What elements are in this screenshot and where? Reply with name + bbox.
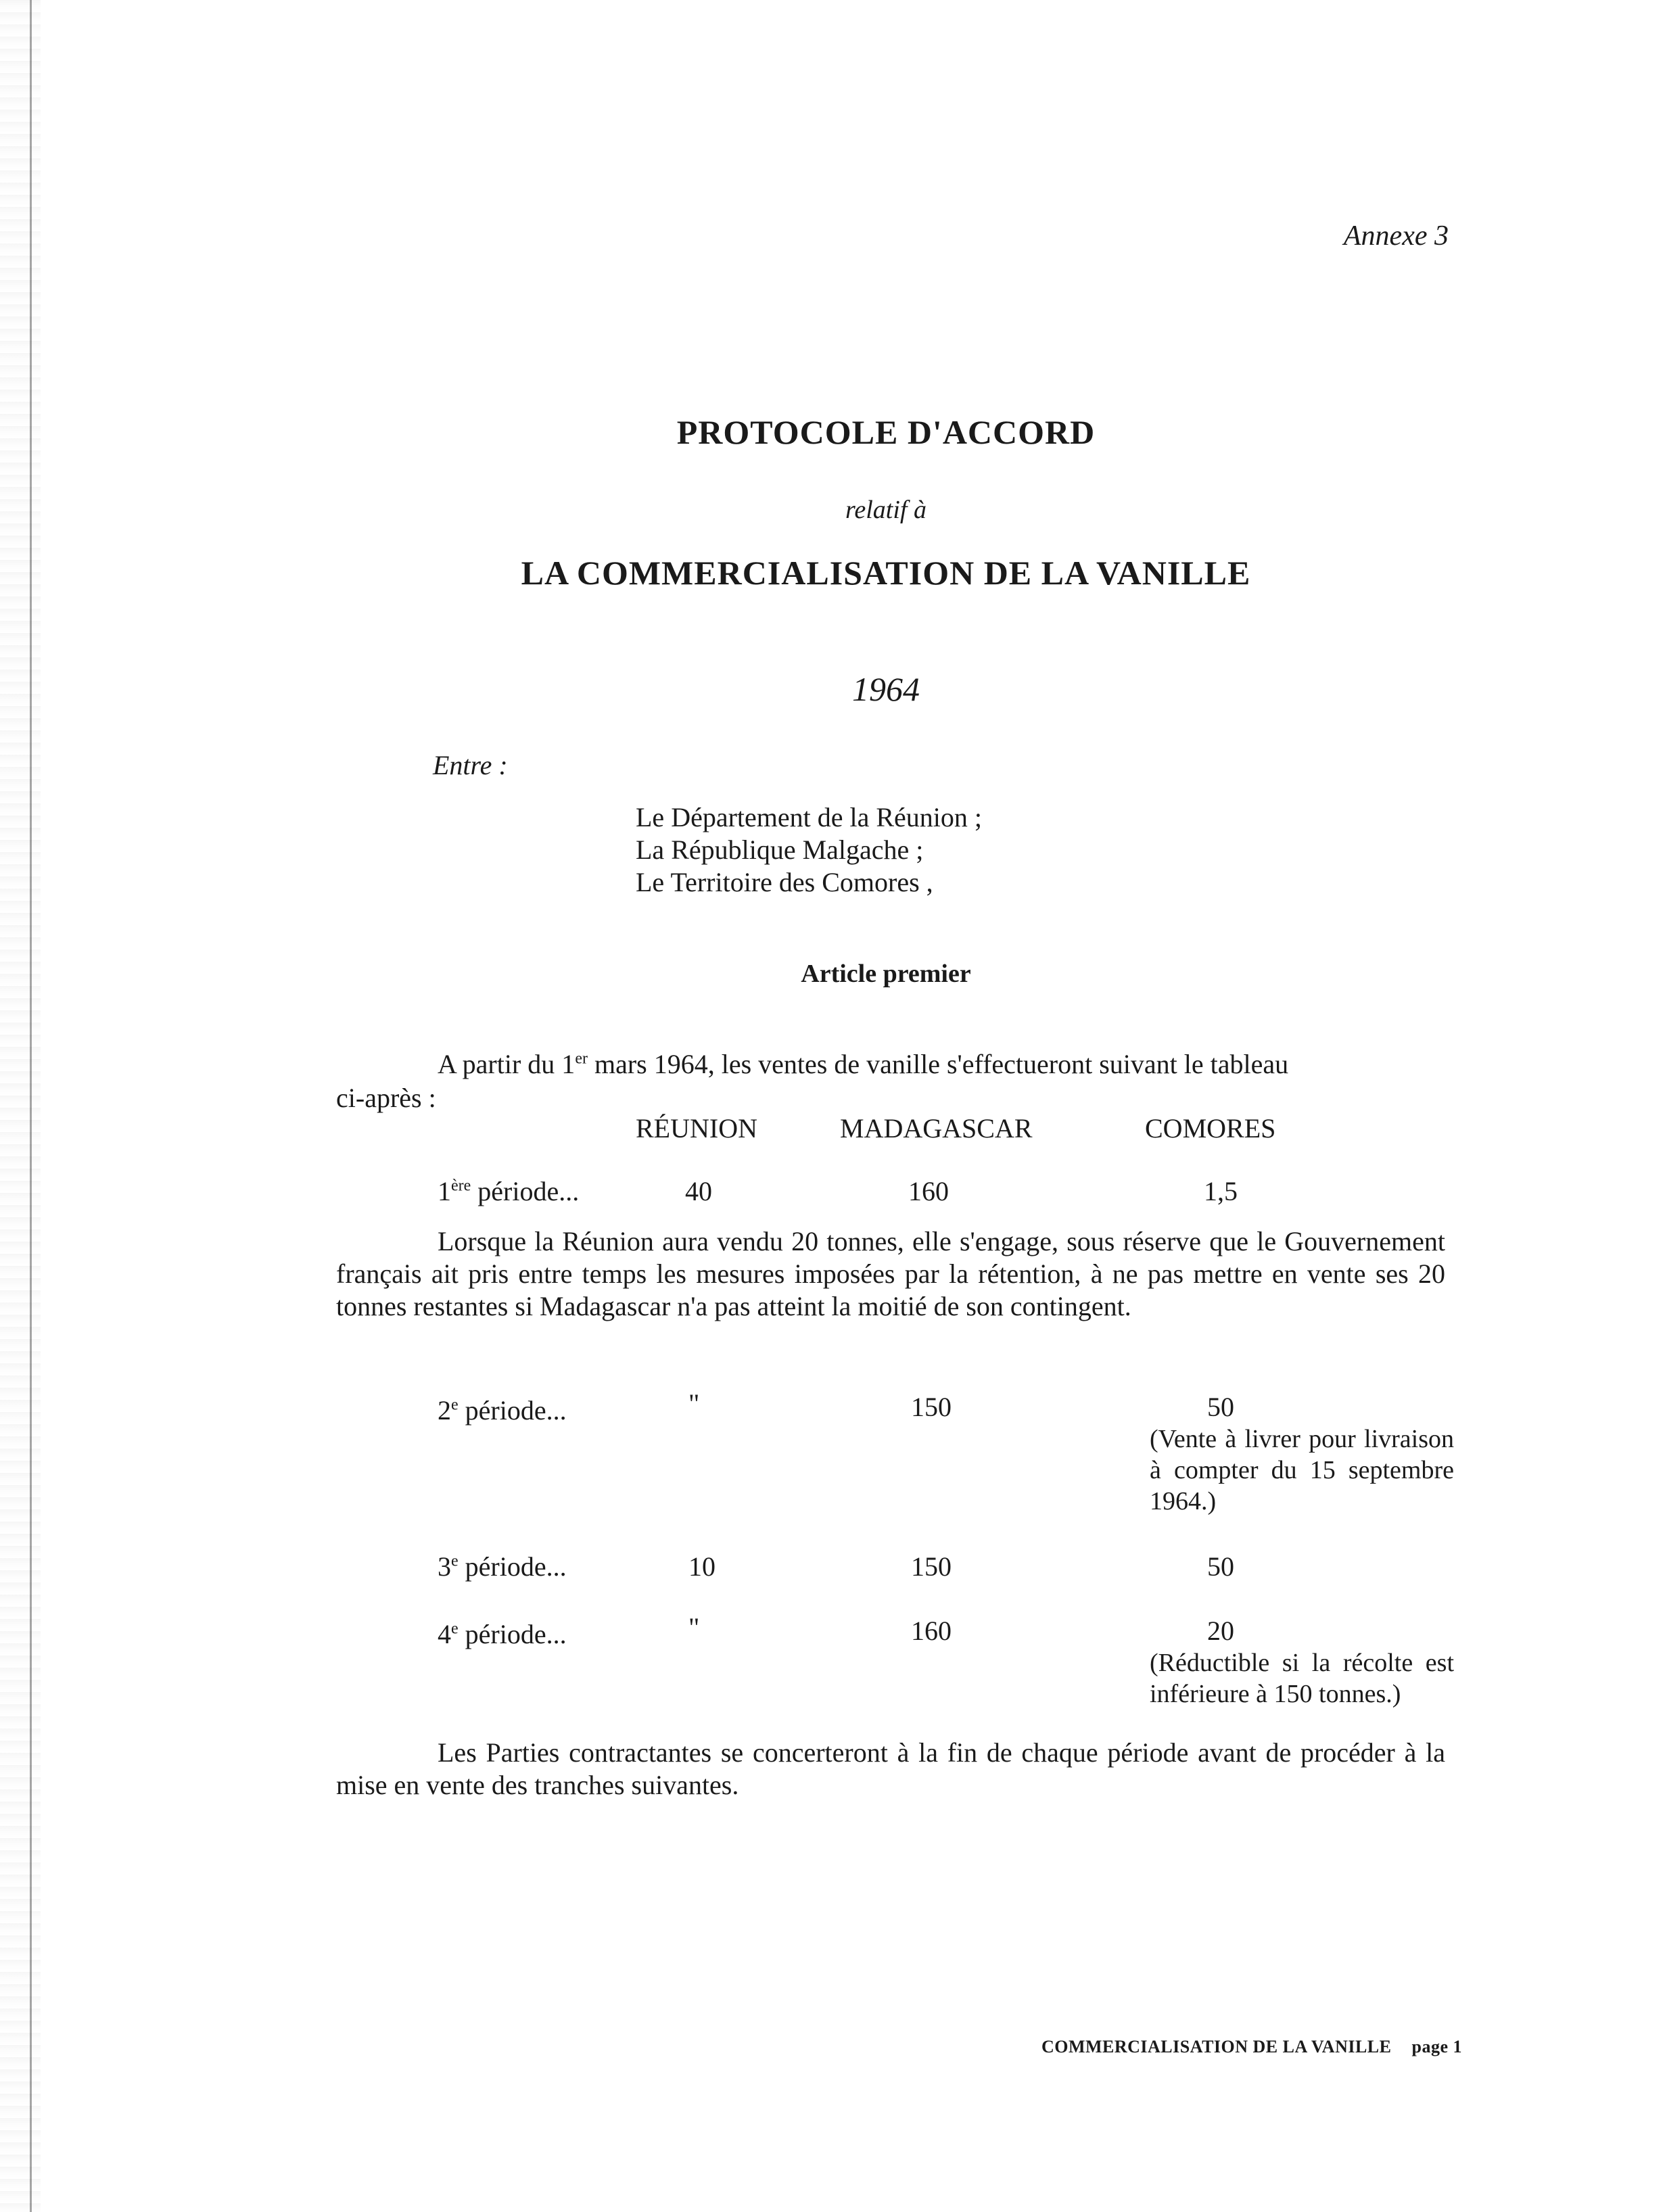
cell-reunion: " bbox=[688, 1388, 700, 1419]
column-header-comores: COMORES bbox=[1145, 1113, 1276, 1144]
party-item: La République Malgache ; bbox=[636, 834, 924, 865]
page-footer bbox=[1041, 2037, 1462, 2057]
paragraph-closing: Les Parties contractantes se concerteront à la fin de chaque période avant de procéder à la mise en vente des tranches suivantes. bbox=[336, 1737, 1445, 1800]
annex-label: Annexe 3 bbox=[1343, 220, 1449, 252]
period-label: 1ère période... bbox=[438, 1176, 580, 1206]
article-heading: Article premier bbox=[801, 960, 971, 988]
paragraph-reunion: Lorsque la Réunion aura vendu 20 tonnes, elle s'engage, sous réserve que le Gouvernement français ait pris entre temps les mesures imposées par la rétention, à ne pas mettre en vente ses 20 tonnes restantes si Madagascar n'a pas atteint la moitié de son contingent. bbox=[336, 1226, 1445, 1321]
cell-madagascar: 150 bbox=[911, 1551, 952, 1582]
row-note: (Réductible si la récolte est inférieure à 150 tonnes.) bbox=[1150, 1649, 1454, 1708]
cell-comores: 1,5 bbox=[1204, 1176, 1238, 1206]
footer-title: COMMERCIALISATION DE LA VANILLE bbox=[1041, 2037, 1392, 2056]
period-label: 3e période... bbox=[438, 1551, 567, 1582]
document-subtitle: LA COMMERCIALISATION DE LA VANILLE bbox=[521, 554, 1251, 592]
cell-comores: 50 bbox=[1207, 1551, 1234, 1582]
scan-edge bbox=[0, 0, 41, 2212]
document-title: PROTOCOLE D'ACCORD bbox=[676, 413, 1096, 451]
cell-comores: 50 bbox=[1207, 1392, 1234, 1422]
scan-edge-line bbox=[30, 0, 32, 2212]
period-label: 4e période... bbox=[438, 1619, 567, 1649]
entre-label: Entre : bbox=[433, 750, 508, 780]
cell-reunion: 10 bbox=[688, 1551, 716, 1582]
cell-reunion: " bbox=[688, 1612, 700, 1643]
intro-line-1: A partir du 1er mars 1964, les ventes de vanille s'effectueront suivant le tableau bbox=[438, 1049, 1289, 1079]
party-item: Le Territoire des Comores , bbox=[636, 867, 933, 897]
period-label: 2e période... bbox=[438, 1395, 567, 1426]
cell-madagascar: 160 bbox=[908, 1176, 949, 1206]
column-header-madagascar: MADAGASCAR bbox=[840, 1113, 1033, 1144]
cell-reunion: 40 bbox=[685, 1176, 712, 1206]
row-note: (Vente à livrer pour livraison à compter du 15 septembre 1964.) bbox=[1150, 1425, 1454, 1515]
relatif-label: relatif à bbox=[845, 496, 927, 524]
footer-page-number: page 1 bbox=[1411, 2037, 1462, 2056]
column-header-reunion: RÉUNION bbox=[636, 1113, 757, 1144]
document-year: 1964 bbox=[852, 670, 920, 708]
cell-comores: 20 bbox=[1207, 1616, 1234, 1646]
cell-madagascar: 150 bbox=[911, 1392, 952, 1422]
cell-madagascar: 160 bbox=[911, 1616, 952, 1646]
party-item: Le Département de la Réunion ; bbox=[636, 802, 983, 832]
intro-line-2: ci-après : bbox=[336, 1083, 436, 1113]
